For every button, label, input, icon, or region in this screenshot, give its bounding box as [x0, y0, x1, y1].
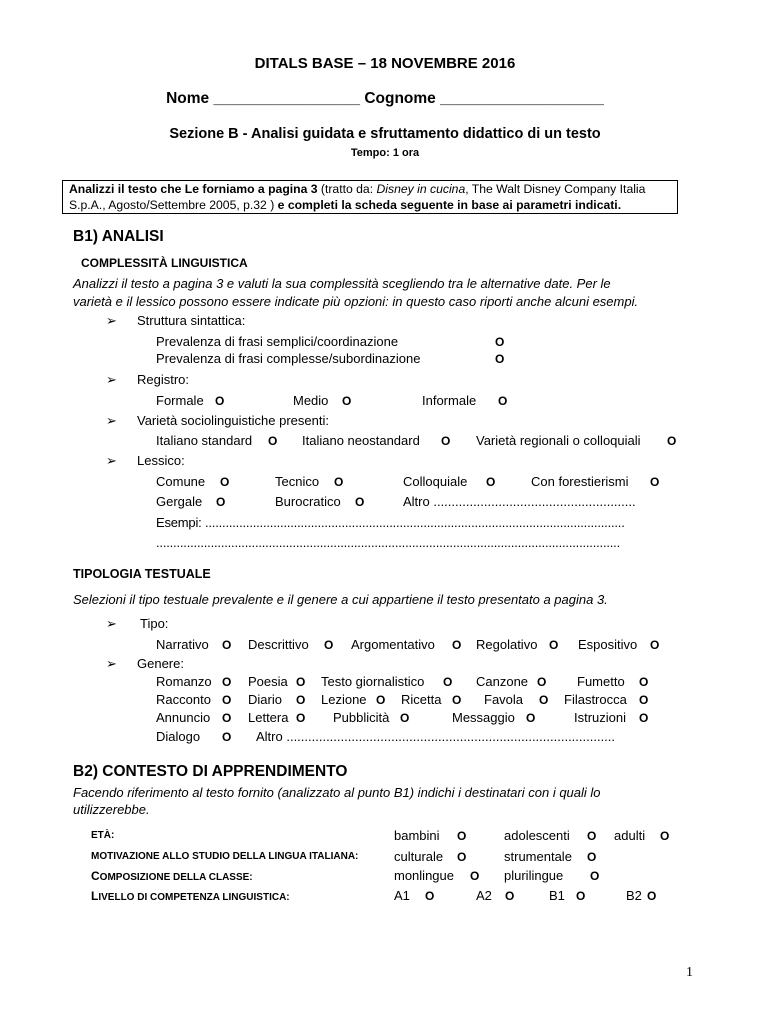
varieta-label: Varietà sociolinguistiche presenti: — [137, 413, 329, 428]
complessita-heading: COMPLESSITÀ LINGUISTICA — [81, 256, 248, 270]
composizione-option: plurilingue — [504, 868, 564, 883]
choice-circle[interactable]: O — [539, 693, 549, 707]
genere-option: Dialogo — [156, 729, 201, 744]
instruction-part: (tratto da: — [317, 182, 377, 196]
choice-circle[interactable]: O — [470, 869, 480, 883]
label-capital: C — [91, 869, 100, 883]
label-capital: L — [91, 889, 99, 903]
choice-circle[interactable]: O — [222, 711, 232, 725]
registro-option: Medio — [293, 393, 329, 408]
livello-option: B2 — [626, 888, 642, 903]
label-rest: OMPOSIZIONE DELLA CLASSE: — [99, 872, 253, 883]
choice-circle[interactable]: O — [639, 693, 649, 707]
genere-option: Lezione — [321, 692, 367, 707]
struttura-option-semplici: Prevalenza di frasi semplici/coordinazione — [156, 334, 399, 349]
genere-option: Pubblicità — [333, 710, 390, 725]
lessico-option: Colloquiale — [403, 474, 468, 489]
choice-circle[interactable]: O — [452, 638, 462, 652]
genere-option: Filastrocca — [564, 692, 627, 707]
genere-option: Messaggio — [452, 710, 515, 725]
composizione-label — [91, 869, 253, 883]
arrow-bullet-icon: ➢ — [106, 616, 117, 631]
choice-circle[interactable]: O — [639, 675, 649, 689]
time-limit: Tempo: 1 ora — [350, 147, 420, 159]
genere-option: Ricetta — [401, 692, 442, 707]
tipo-option: Narrativo — [156, 637, 209, 652]
choice-circle[interactable]: O — [441, 434, 451, 448]
choice-circle[interactable]: O — [526, 711, 536, 725]
esempi-field-line2[interactable]: ........................................................................................................................................ — [156, 535, 621, 550]
choice-circle[interactable]: O — [457, 829, 467, 843]
motivazione-option: strumentale — [504, 849, 572, 864]
choice-circle[interactable]: O — [222, 675, 232, 689]
instruction-part: , The Walt Disney Company Italia — [465, 182, 646, 196]
tipo-option: Espositivo — [578, 637, 638, 652]
eta-label: ETÀ: — [91, 830, 115, 841]
choice-circle[interactable]: O — [660, 829, 670, 843]
choice-circle[interactable]: O — [400, 711, 410, 725]
genere-option: Romanzo — [156, 674, 212, 689]
motivazione-option: culturale — [394, 849, 444, 864]
choice-circle[interactable]: O — [355, 495, 365, 509]
section-title: Sezione B - Analisi guidata e sfruttamento didattico di un testo — [169, 126, 601, 142]
genere-option: Testo giornalistico — [321, 674, 425, 689]
composizione-option: monlingue — [394, 868, 454, 883]
choice-circle[interactable]: O — [222, 730, 232, 744]
choice-circle[interactable]: O — [537, 675, 547, 689]
lessico-option: Con forestierismi — [531, 474, 629, 489]
choice-circle[interactable]: O — [215, 394, 225, 408]
choice-circle[interactable]: O — [667, 434, 677, 448]
choice-circle[interactable]: O — [498, 394, 508, 408]
lessico-option: Comune — [156, 474, 206, 489]
varieta-option: Italiano neostandard — [302, 433, 420, 448]
genere-altro-field[interactable]: Altro ........................................................................................... — [256, 729, 616, 744]
choice-circle[interactable]: O — [495, 335, 505, 349]
tipo-option: Argomentativo — [351, 637, 435, 652]
choice-circle[interactable]: O — [495, 352, 505, 366]
eta-option: bambini — [394, 828, 440, 843]
choice-circle[interactable]: O — [296, 675, 306, 689]
choice-circle[interactable]: O — [587, 829, 597, 843]
choice-circle[interactable]: O — [650, 475, 660, 489]
choice-circle[interactable]: O — [324, 638, 334, 652]
choice-circle[interactable]: O — [334, 475, 344, 489]
b2-heading: B2) CONTESTO DI APPRENDIMENTO — [73, 763, 348, 780]
choice-circle[interactable]: O — [549, 638, 559, 652]
choice-circle[interactable]: O — [296, 711, 306, 725]
choice-circle[interactable]: O — [443, 675, 453, 689]
lessico-option: Tecnico — [275, 474, 320, 489]
genere-label: Genere: — [137, 656, 184, 671]
choice-circle[interactable]: O — [457, 850, 467, 864]
genere-option: Diario — [248, 692, 282, 707]
livello-option: B1 — [549, 888, 565, 903]
genere-option: Canzone — [476, 674, 529, 689]
lessico-option: Burocratico — [275, 494, 341, 509]
genere-option: Fumetto — [577, 674, 625, 689]
arrow-bullet-icon: ➢ — [106, 372, 117, 387]
esempi-field[interactable]: Esempi: ........................................................................................................................... — [156, 515, 625, 530]
choice-circle[interactable]: O — [296, 693, 306, 707]
b2-intro-line2: utilizzerebbe. — [73, 802, 150, 817]
choice-circle[interactable]: O — [647, 889, 657, 903]
genere-option: Annuncio — [156, 710, 211, 725]
choice-circle[interactable]: O — [452, 693, 462, 707]
lessico-label: Lessico: — [137, 453, 185, 468]
choice-circle[interactable]: O — [220, 475, 230, 489]
varieta-option: Varietà regionali o colloquiali — [476, 433, 641, 448]
motivazione-label: MOTIVAZIONE ALLO STUDIO DELLA LINGUA ITALIANA: — [91, 851, 359, 862]
genere-option: Favola — [484, 692, 524, 707]
choice-circle[interactable]: O — [222, 638, 232, 652]
choice-circle[interactable]: O — [587, 850, 597, 864]
choice-circle[interactable]: O — [376, 693, 386, 707]
choice-circle[interactable]: O — [650, 638, 660, 652]
document-title: DITALS BASE – 18 NOVEMBRE 2016 — [254, 55, 516, 72]
eta-option: adulti — [614, 828, 646, 843]
struttura-option-complesse: Prevalenza di frasi complesse/subordinazione — [156, 351, 421, 366]
b1-intro-line1: Analizzi il testo a pagina 3 e valuti la sua complessità scegliendo tra le alternative date. Per le — [73, 276, 611, 291]
choice-circle[interactable]: O — [576, 889, 586, 903]
tipologia-heading: TIPOLOGIA TESTUALE — [73, 567, 211, 581]
genere-option: Poesia — [248, 674, 288, 689]
tipologia-intro: Selezioni il tipo testuale prevalente e il genere a cui appartiene il testo presentato a pagina 3. — [73, 592, 608, 607]
instruction-part: Analizzi il testo che Le forniamo a pagina 3 — [69, 182, 318, 196]
label-rest: IVELLO DI COMPETENZA LINGUISTICA: — [98, 892, 290, 903]
instruction-part: e completi la scheda seguente in base ai parametri indicati. — [277, 197, 622, 212]
arrow-bullet-icon: ➢ — [106, 313, 117, 328]
registro-option: Formale — [156, 393, 204, 408]
arrow-bullet-icon: ➢ — [106, 453, 117, 468]
arrow-bullet-icon: ➢ — [106, 656, 117, 671]
b1-heading: B1) ANALISI — [73, 228, 164, 245]
choice-circle[interactable]: O — [590, 869, 600, 883]
b2-intro-line1: Facendo riferimento al testo fornito (analizzato al punto B1) indichi i destinatari con i quali lo — [73, 785, 601, 800]
choice-circle[interactable]: O — [268, 434, 278, 448]
choice-circle[interactable]: O — [216, 495, 226, 509]
choice-circle[interactable]: O — [222, 693, 232, 707]
eta-option: adolescenti — [504, 828, 570, 843]
lessico-option: Gergale — [156, 494, 203, 509]
choice-circle[interactable]: O — [639, 711, 649, 725]
registro-option: Informale — [422, 393, 477, 408]
varieta-option: Italiano standard — [156, 433, 253, 448]
choice-circle[interactable]: O — [425, 889, 435, 903]
registro-label: Registro: — [137, 372, 190, 387]
tipo-option: Descrittivo — [248, 637, 309, 652]
choice-circle[interactable]: O — [505, 889, 515, 903]
genere-option: Racconto — [156, 692, 211, 707]
b1-intro-line2: varietà e il lessico possono essere indicate più opzioni: in questo caso riporti anche alcuni esempi. — [73, 294, 639, 309]
livello-option: A2 — [476, 888, 492, 903]
genere-option: Istruzioni — [574, 710, 627, 725]
choice-circle[interactable]: O — [342, 394, 352, 408]
name-surname-line: Nome _________________ Cognome ___________________ — [166, 90, 604, 107]
tipo-label: Tipo: — [140, 616, 169, 631]
tipo-option: Regolativo — [476, 637, 538, 652]
instruction-part: S.p.A., Agosto/Settembre 2005, p.32 ) — [69, 197, 278, 212]
instruction-box — [62, 180, 678, 214]
source-title: Disney in cucina — [376, 182, 466, 196]
choice-circle[interactable]: O — [486, 475, 496, 489]
livello-option: A1 — [394, 888, 410, 903]
page-number: 1 — [686, 965, 693, 980]
livello-label — [91, 889, 290, 903]
genere-option: Lettera — [248, 710, 289, 725]
struttura-label: Struttura sintattica: — [137, 313, 246, 328]
lessico-altro-field[interactable]: Altro ........................................................ — [403, 494, 636, 509]
arrow-bullet-icon: ➢ — [106, 413, 117, 428]
